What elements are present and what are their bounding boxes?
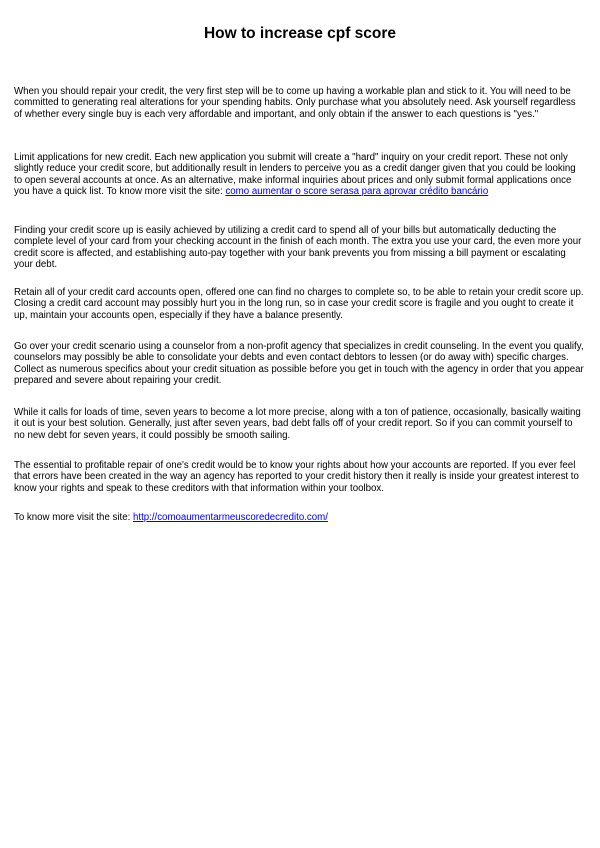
paragraph-credit-card-autopay: Finding your credit score up is easily achieved by utilizing a credit card to spend all of your bills but automatically deducting the complete level of your card from your checking account in the finish of each month. The extra you use your card, the even more your credit score is affected, and establishing auto-pay together with your bank prevents you from missing a bill payment or escalating your debt. xyxy=(14,225,582,271)
paragraph-seven-years: While it calls for loads of time, seven years to become a lot more precise, along with a ton of patience, occasionally, basically waiting it out is your best solution. Generally, just after seven years, bad debt falls off of your credit report. So if you can commit yourself to no new debt for seven years, it could possibly be smooth sailing. xyxy=(14,407,581,441)
site-url-link[interactable]: http://comoaumentarmeuscoredecredito.com/ xyxy=(132,512,328,523)
paragraph-repair-plan: When you should repair your credit, the very first step will be to come up having a workable plan and stick to it. You will need to be committed to generating real alterations for your spending habits. Only purchase what you absolutely need. Ask yourself regardless of whether every single buy is each very affordable and important, and only obtain if the answer to each questions is "yes." xyxy=(14,86,576,120)
score-serasa-link[interactable]: como aumentar o score serasa para aprovar crédito bancário xyxy=(225,186,489,198)
paragraph-visit-site-text: To know more visit the site: xyxy=(14,512,133,523)
paragraph-limit-applications xyxy=(14,152,586,198)
paragraph-credit-counselor: Go over your credit scenario using a counselor from a non-profit agency that specializes in credit counseling. In the event you qualify, counselors may possibly be able to consolidate your debts and even contact debtors to lessen (or do away with) specific charges. Collect as numerous specifics about your credit situation as possible before you get in touch with the agency in order that you appear prepared and severe about repairing your credit. xyxy=(14,341,584,387)
paragraph-visit-site xyxy=(14,512,586,523)
paragraph-keep-accounts-open: Retain all of your credit card accounts open, offered one can find no charges to complete so, to be able to retain your credit score up. Closing a credit card account may possibly hurt you in the long run, so in case your credit score is fragile and you ought to create it up, maintain your accounts open, especially if they have a balance presently. xyxy=(14,287,584,321)
paragraph-limit-applications-text: Limit applications for new credit. Each new application you submit will create a "hard" inquiry on your credit report. These not only slightly reduce your credit score, but additionally result in lenders to perceive you as a credit danger given that you could be looking to open several accounts at once. As an alternative, make informal inquiries about prices and only submit formal applications once you have a quick list. To know more visit the site: xyxy=(14,152,576,198)
paragraph-know-your-rights: The essential to profitable repair of one's credit would be to know your rights about how your accounts are reported. If you ever feel that errors have been created in the way an agency has reported to your credit history then it really is inside your greatest interest to know your rights and speak to these creditors with that information within your toolbox. xyxy=(14,460,579,494)
document-title: How to increase cpf score xyxy=(203,25,397,42)
